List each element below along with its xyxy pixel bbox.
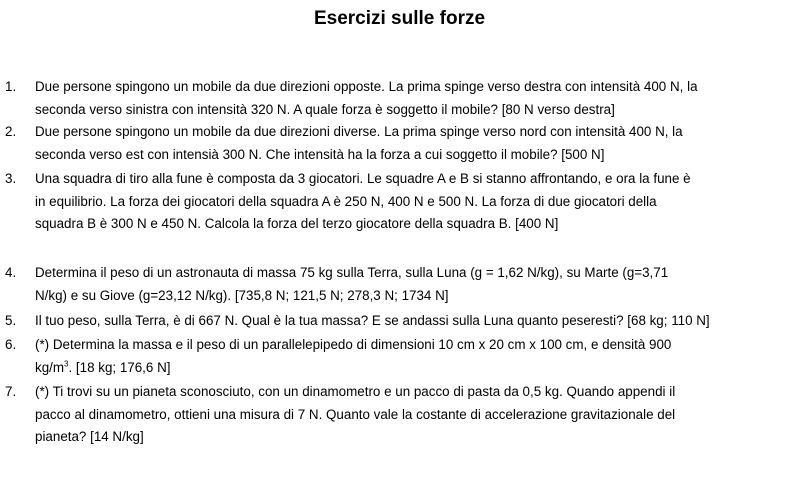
exercise-text bbox=[35, 310, 797, 333]
unit-text: kg/m bbox=[35, 359, 65, 375]
exercise-line: Una squadra di tiro alla fune è composta da 3 giocatori. Le squadre A e B si stanno affrontando, e ora la fune è bbox=[35, 171, 691, 186]
exercise-number: 1. bbox=[5, 79, 17, 94]
exercise-number: 5. bbox=[5, 313, 17, 328]
unit-exponent: 3 bbox=[64, 359, 69, 369]
exercise-text bbox=[35, 121, 797, 166]
exercise-line: Due persone spingono un mobile da due direzioni diverse. La prima spinge verso nord con intensità 400 N, la bbox=[35, 124, 683, 139]
exercise-number: 7. bbox=[5, 384, 17, 399]
exercise-number: 6. bbox=[5, 337, 17, 352]
exercise-line: Due persone spingono un mobile da due direzioni opposte. La prima spinge verso destra con intensità 400 N, la bbox=[35, 79, 698, 94]
exercise-text bbox=[35, 262, 797, 307]
exercise-line: (*) Determina la massa e il peso di un parallelepipedo di dimensioni 10 cm x 20 cm x 100 cm, e densità 900 bbox=[35, 337, 672, 352]
exercise-line: N/kg) e su Giove (g=23,12 N/kg). [735,8 N; 121,5 N; 278,3 N; 1734 N] bbox=[35, 287, 449, 303]
answer-text: . [18 kg; 176,6 N] bbox=[68, 359, 171, 375]
exercise-line: seconda verso est con intensià 300 N. Che intensità ha la forza a cui soggetto il mobile? [500 N] bbox=[35, 146, 605, 162]
exercise-line: squadra B è 300 N e 450 N. Calcola la forza del terzo giocatore della squadra B. [400 N] bbox=[35, 216, 559, 231]
exercise-line: seconda verso sinistra con intensità 320 N. A quale forza è soggetto il mobile? [80 N verso destra] bbox=[35, 101, 615, 117]
exercise-line: (*) Ti trovi su un pianeta sconosciuto, con un dinamometro e un pacco di pasta da 0,5 kg. Quando appendi il bbox=[35, 384, 676, 399]
page-title: Esercizi sulle forze bbox=[313, 8, 486, 29]
exercise-line bbox=[35, 357, 797, 380]
exercise-line: Il tuo peso, sulla Terra, è di 667 N. Qual è la tua massa? E se andassi sulla Luna quanto peseresti? [68 kg; 110 N] bbox=[35, 313, 710, 328]
exercise-line: Determina il peso di un astronauta di massa 75 kg sulla Terra, sulla Luna (g = 1,62 N/kg), su Marte (g=3,71 bbox=[35, 265, 669, 280]
exercise-number: 3. bbox=[5, 171, 17, 186]
exercise-line: pacco al dinamometro, ottieni una misura di 7 N. Quanto vale la costante di accelerazione gravitazionale del bbox=[35, 406, 676, 422]
exercise-line: pianeta? [14 N/kg] bbox=[35, 429, 144, 444]
exercise-number: 4. bbox=[5, 265, 17, 280]
exercise-number: 2. bbox=[5, 124, 17, 139]
exercise-text bbox=[35, 168, 797, 236]
exercise-text bbox=[35, 381, 797, 449]
exercise-text bbox=[35, 76, 797, 121]
exercise-text bbox=[35, 334, 797, 379]
exercise-line: in equilibrio. La forza dei giocatori della squadra A è 250 N, 400 N e 500 N. La forza di due giocatori della bbox=[35, 193, 657, 209]
